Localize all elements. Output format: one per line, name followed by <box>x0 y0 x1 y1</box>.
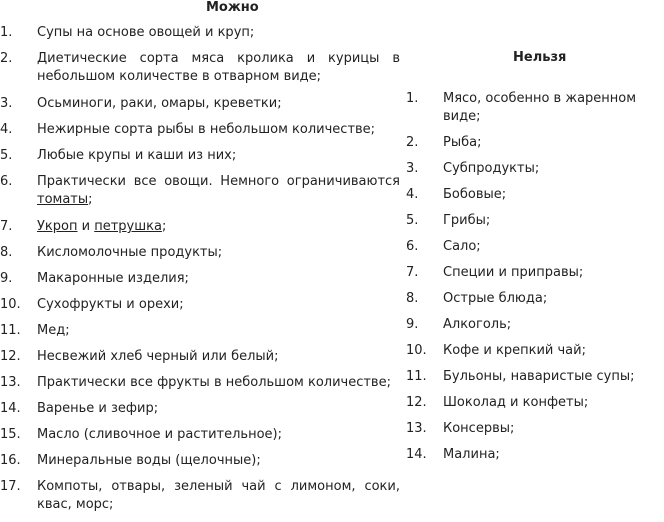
item-text: Субпродукты; <box>443 161 540 176</box>
item-text: Мед; <box>37 323 70 338</box>
list-item <box>404 420 664 438</box>
item-text: Минеральные воды (щелочные); <box>37 453 261 468</box>
item-number: 8. <box>0 245 13 260</box>
item-number: 9. <box>406 317 419 332</box>
item-text: Компоты, отвары, зеленый чай с лимоном, соки, квас, морс; <box>37 479 400 512</box>
list-item <box>0 374 400 392</box>
allowed-heading: Можно <box>206 0 259 15</box>
allowed-list <box>0 24 400 522</box>
item-text: Алкоголь; <box>443 317 512 332</box>
item-number: 16. <box>0 453 21 468</box>
item-text: Кисломолочные продукты; <box>37 245 223 260</box>
item-text: Варенье и зефир; <box>37 401 159 416</box>
list-item <box>404 186 664 204</box>
item-number: 1. <box>406 91 419 106</box>
item-number: 12. <box>406 395 427 410</box>
item-text: Супы на основе овощей и круп; <box>37 25 255 40</box>
list-item <box>0 478 400 514</box>
list-item <box>404 212 664 230</box>
item-number: 2. <box>0 51 13 66</box>
item-number: 10. <box>406 343 427 358</box>
item-punct: ; <box>88 192 93 207</box>
item-number: 1. <box>0 25 13 40</box>
item-number: 11. <box>0 323 21 338</box>
item-text: Практически все фрукты в небольшом количестве; <box>37 375 391 390</box>
tomatoes-link[interactable]: томаты <box>37 192 89 207</box>
list-item <box>0 270 400 288</box>
list-item <box>404 238 664 256</box>
item-number: 14. <box>0 401 21 416</box>
item-text: Масло (сливочное и растительное); <box>37 427 282 442</box>
list-item <box>0 348 400 366</box>
list-item <box>404 160 664 178</box>
item-number: 7. <box>406 265 419 280</box>
item-number: 5. <box>406 213 419 228</box>
item-text: и <box>77 219 95 234</box>
item-text: Кофе и крепкий чай; <box>443 343 586 358</box>
item-number: 5. <box>0 148 13 163</box>
item-number: 12. <box>0 349 21 364</box>
list-item <box>0 322 400 340</box>
forbidden-heading: Нельзя <box>513 50 567 65</box>
list-item <box>0 296 400 314</box>
list-item <box>0 147 400 165</box>
item-text: Специи и приправы; <box>443 265 584 280</box>
item-text: Практически все овощи. Немного ограничиваются <box>37 174 400 189</box>
item-number: 4. <box>0 122 13 137</box>
item-number: 15. <box>0 427 21 442</box>
item-text: Любые крупы и каши из них; <box>37 148 237 163</box>
list-item <box>0 121 400 139</box>
list-item <box>404 342 664 360</box>
item-number: 8. <box>406 291 419 306</box>
list-item <box>0 173 400 209</box>
list-item <box>0 244 400 262</box>
item-text: Несвежий хлеб черный или белый; <box>37 349 279 364</box>
item-number: 13. <box>0 375 21 390</box>
item-text: Рыба; <box>443 135 482 150</box>
item-text: Малина; <box>443 447 500 462</box>
dill-link[interactable]: Укроп <box>37 219 78 234</box>
item-text: Грибы; <box>443 213 491 228</box>
item-number: 3. <box>406 161 419 176</box>
list-item <box>0 452 400 470</box>
item-text: Бульоны, наваристые супы; <box>443 369 635 384</box>
list-item <box>404 446 664 464</box>
list-item <box>404 134 664 152</box>
item-number: 3. <box>0 96 13 111</box>
item-text: Консервы; <box>443 421 515 436</box>
item-text: Осьминоги, раки, омары, креветки; <box>37 96 282 111</box>
list-item <box>404 368 664 386</box>
item-number: 14. <box>406 447 427 462</box>
item-text: Острые блюда; <box>443 291 548 306</box>
parsley-link[interactable]: петрушка <box>94 219 162 234</box>
list-item <box>404 264 664 282</box>
item-text: Бобовые; <box>443 187 507 202</box>
list-item <box>0 24 400 42</box>
item-text: Сухофрукты и орехи; <box>37 297 184 312</box>
list-item <box>404 316 664 334</box>
item-text: Мясо, особенно в жаренном виде; <box>443 91 637 124</box>
item-number: 11. <box>406 369 427 384</box>
list-item <box>404 90 664 126</box>
item-text: Шоколад и конфеты; <box>443 395 589 410</box>
list-item <box>0 50 400 86</box>
item-text: Макаронные изделия; <box>37 271 189 286</box>
list-item <box>0 426 400 444</box>
list-item <box>0 95 400 113</box>
item-number: 10. <box>0 297 21 312</box>
item-text: Диетические сорта мяса кролика и курицы в небольшом количестве в отварном виде; <box>37 51 400 84</box>
item-text: Сало; <box>443 239 481 254</box>
forbidden-list <box>404 90 664 472</box>
item-number: 17. <box>0 479 21 494</box>
item-number: 6. <box>406 239 419 254</box>
item-number: 4. <box>406 187 419 202</box>
item-number: 13. <box>406 421 427 436</box>
item-text: Нежирные сорта рыбы в небольшом количестве; <box>37 122 376 137</box>
item-number: 6. <box>0 174 13 189</box>
list-item <box>404 290 664 308</box>
list-item <box>404 394 664 412</box>
item-punct: ; <box>161 219 167 234</box>
item-number: 7. <box>0 219 13 234</box>
list-item <box>0 400 400 418</box>
item-number: 9. <box>0 271 13 286</box>
item-number: 2. <box>406 135 419 150</box>
list-item <box>0 218 400 236</box>
